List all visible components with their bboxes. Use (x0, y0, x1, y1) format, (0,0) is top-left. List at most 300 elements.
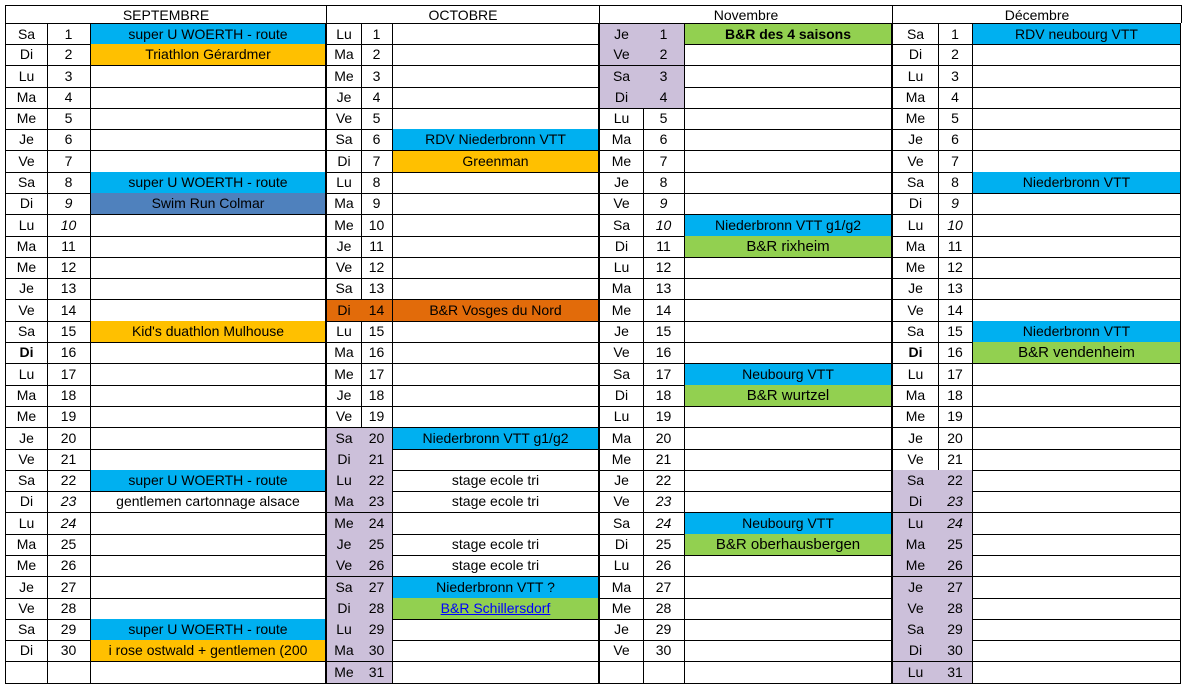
event-cell (393, 193, 599, 215)
day-name-cell: Di (326, 598, 362, 620)
day-name-cell: Ve (5, 449, 48, 471)
day-number-cell: 23 (361, 491, 393, 513)
event-cell: i rose ostwald + gentlemen (200 (91, 640, 326, 662)
day-number-cell: 5 (361, 108, 393, 130)
day-number-cell: 1 (47, 23, 91, 45)
day-number-cell: 1 (938, 23, 973, 45)
day-number-cell: 25 (938, 534, 973, 556)
event-cell (685, 151, 892, 173)
day-name-cell: Sa (892, 172, 939, 194)
day-number-cell: 20 (938, 428, 973, 450)
day-name-cell: Me (599, 151, 644, 173)
day-name-cell: Je (892, 129, 939, 151)
day-name-cell: Me (326, 66, 362, 88)
day-number-cell: 7 (938, 151, 973, 173)
day-name-cell: Je (326, 236, 362, 258)
day-number-cell: 10 (938, 215, 973, 237)
day-name-cell: Lu (892, 215, 939, 237)
event-cell (973, 470, 1181, 492)
day-number-cell: 21 (643, 449, 685, 471)
day-name-cell: Je (892, 577, 939, 599)
day-number-cell: 18 (938, 385, 973, 407)
event-cell (393, 321, 599, 343)
day-number-cell: 17 (643, 364, 685, 386)
day-name-cell: Sa (599, 513, 644, 535)
event-cell: stage ecole tri (393, 491, 599, 513)
day-number-cell: 30 (938, 640, 973, 662)
event-cell: B&R des 4 saisons (685, 23, 892, 45)
day-name-cell: Ve (5, 598, 48, 620)
day-number-cell: 11 (938, 236, 973, 258)
event-cell (685, 640, 892, 662)
day-name-cell: Sa (326, 129, 362, 151)
day-number-cell: 30 (47, 640, 91, 662)
day-name-cell: Sa (892, 321, 939, 343)
event-cell (393, 108, 599, 130)
event-cell: Kid's duathlon Mulhouse (91, 321, 326, 343)
event-cell (393, 513, 599, 535)
day-number-cell: 19 (361, 406, 393, 428)
day-name-cell: Je (5, 428, 48, 450)
event-cell: B&R rixheim (685, 236, 892, 258)
day-number-cell: 22 (643, 470, 685, 492)
day-number-cell: 28 (361, 598, 393, 620)
day-number-cell: 17 (47, 364, 91, 386)
event-cell (393, 449, 599, 471)
day-number-cell: 25 (643, 534, 685, 556)
day-number-cell: 21 (938, 449, 973, 471)
day-name-cell: Sa (599, 66, 644, 88)
day-name-cell: Ve (599, 193, 644, 215)
event-cell (685, 321, 892, 343)
day-number-cell: 17 (938, 364, 973, 386)
event-cell (91, 342, 326, 364)
day-number-cell: 29 (361, 619, 393, 641)
day-name-cell: Lu (5, 66, 48, 88)
day-number-cell: 27 (938, 577, 973, 599)
event-cell (91, 236, 326, 258)
day-name-cell: Je (5, 278, 48, 300)
day-name-cell: Je (599, 172, 644, 194)
day-number-cell (643, 662, 685, 684)
day-number-cell: 9 (47, 193, 91, 215)
day-name-cell: Me (892, 406, 939, 428)
event-cell (393, 172, 599, 194)
day-number-cell: 14 (643, 300, 685, 322)
day-name-cell: Ve (892, 449, 939, 471)
day-number-cell: 2 (361, 44, 393, 66)
day-name-cell: Ve (326, 108, 362, 130)
event-cell (393, 342, 599, 364)
event-cell: Niederbronn VTT g1/g2 (685, 215, 892, 237)
day-number-cell: 6 (643, 129, 685, 151)
event-cell (393, 619, 599, 641)
event-cell (91, 257, 326, 279)
event-cell (973, 385, 1181, 407)
event-cell (685, 406, 892, 428)
day-name-cell: Ma (892, 385, 939, 407)
day-name-cell: Je (5, 577, 48, 599)
event-cell: Niederbronn VTT (973, 172, 1181, 194)
event-cell (973, 555, 1181, 577)
day-name-cell: Je (599, 321, 644, 343)
day-number-cell: 24 (643, 513, 685, 535)
event-cell (685, 428, 892, 450)
event-cell (91, 108, 326, 130)
event-cell: B&R oberhausbergen (685, 534, 892, 556)
day-name-cell: Ma (326, 491, 362, 513)
event-cell (91, 534, 326, 556)
day-number-cell: 8 (938, 172, 973, 194)
day-name-cell: Lu (892, 513, 939, 535)
day-number-cell: 18 (643, 385, 685, 407)
day-name-cell: Sa (5, 470, 48, 492)
day-number-cell: 26 (643, 555, 685, 577)
day-name-cell: Lu (892, 66, 939, 88)
event-cell (973, 364, 1181, 386)
day-number-cell: 19 (938, 406, 973, 428)
day-number-cell: 20 (643, 428, 685, 450)
event-cell (393, 385, 599, 407)
day-name-cell: Me (5, 406, 48, 428)
day-name-cell: Me (892, 108, 939, 130)
event-cell (973, 428, 1181, 450)
day-number-cell: 18 (47, 385, 91, 407)
day-name-cell: Me (599, 598, 644, 620)
day-name-cell: Me (326, 662, 362, 684)
event-cell (91, 555, 326, 577)
day-number-cell: 23 (643, 491, 685, 513)
day-name-cell: Sa (892, 470, 939, 492)
day-number-cell: 28 (938, 598, 973, 620)
event-cell (685, 108, 892, 130)
month-header-0: SEPTEMBRE (5, 5, 327, 23)
day-number-cell: 27 (643, 577, 685, 599)
day-number-cell: 24 (47, 513, 91, 535)
month-header-3: Décembre (892, 5, 1182, 23)
day-number-cell: 14 (938, 300, 973, 322)
event-cell: B&R vendenheim (973, 342, 1181, 364)
event-cell (973, 66, 1181, 88)
day-name-cell: Di (5, 44, 48, 66)
event-cell: super U WOERTH - route (91, 619, 326, 641)
day-number-cell: 1 (643, 23, 685, 45)
day-number-cell: 3 (361, 66, 393, 88)
day-name-cell: Me (5, 108, 48, 130)
event-cell (685, 342, 892, 364)
event-cell (393, 364, 599, 386)
day-name-cell: Ve (599, 640, 644, 662)
day-number-cell: 15 (361, 321, 393, 343)
event-cell (393, 406, 599, 428)
day-number-cell: 26 (361, 555, 393, 577)
day-name-cell: Ma (5, 236, 48, 258)
event-cell (685, 193, 892, 215)
event-cell (685, 598, 892, 620)
day-name-cell: Me (326, 513, 362, 535)
day-name-cell: Ma (599, 428, 644, 450)
day-number-cell: 15 (47, 321, 91, 343)
day-number-cell: 4 (938, 87, 973, 109)
event-cell (685, 555, 892, 577)
day-number-cell: 10 (47, 215, 91, 237)
day-name-cell: Lu (599, 257, 644, 279)
event-cell: Neubourg VTT (685, 364, 892, 386)
event-cell: super U WOERTH - route (91, 470, 326, 492)
day-number-cell: 31 (361, 662, 393, 684)
event-cell (91, 151, 326, 173)
event-cell (393, 257, 599, 279)
event-cell (91, 513, 326, 535)
day-name-cell: Ma (5, 385, 48, 407)
event-cell (685, 470, 892, 492)
day-number-cell: 27 (361, 577, 393, 599)
day-name-cell: Lu (326, 172, 362, 194)
day-number-cell: 24 (938, 513, 973, 535)
event-cell (973, 215, 1181, 237)
event-cell: Niederbronn VTT ? (393, 577, 599, 599)
event-cell (91, 129, 326, 151)
day-number-cell: 13 (47, 278, 91, 300)
event-cell: B&R wurtzel (685, 385, 892, 407)
day-number-cell: 29 (938, 619, 973, 641)
day-name-cell: Ma (5, 534, 48, 556)
day-number-cell: 6 (47, 129, 91, 151)
day-number-cell: 27 (47, 577, 91, 599)
day-name-cell: Ma (892, 87, 939, 109)
event-cell: super U WOERTH - route (91, 23, 326, 45)
day-name-cell: Je (326, 87, 362, 109)
event-cell (973, 151, 1181, 173)
event-cell (685, 172, 892, 194)
event-cell (973, 598, 1181, 620)
day-name-cell: Lu (326, 470, 362, 492)
event-cell (685, 619, 892, 641)
event-cell (91, 662, 326, 684)
event-cell (91, 66, 326, 88)
day-name-cell: Je (892, 428, 939, 450)
event-cell: Triathlon Gérardmer (91, 44, 326, 66)
event-cell: RDV Niederbronn VTT (393, 129, 599, 151)
event-cell (973, 236, 1181, 258)
day-name-cell: Lu (5, 513, 48, 535)
day-name-cell: Lu (326, 619, 362, 641)
day-name-cell: Ma (599, 278, 644, 300)
event-cell (685, 577, 892, 599)
day-number-cell: 2 (938, 44, 973, 66)
day-number-cell: 3 (938, 66, 973, 88)
event-cell (973, 449, 1181, 471)
event-cell (973, 662, 1181, 684)
event-cell (973, 87, 1181, 109)
event-cell (91, 449, 326, 471)
event-cell (393, 278, 599, 300)
event-cell: stage ecole tri (393, 534, 599, 556)
day-name-cell: Ma (326, 342, 362, 364)
day-number-cell: 20 (361, 428, 393, 450)
day-name-cell: Sa (5, 172, 48, 194)
day-name-cell: Ma (5, 87, 48, 109)
event-cell (685, 66, 892, 88)
day-name-cell: Lu (892, 364, 939, 386)
day-name-cell: Ve (892, 151, 939, 173)
day-name-cell: Sa (5, 321, 48, 343)
day-number-cell: 21 (361, 449, 393, 471)
event-cell: Neubourg VTT (685, 513, 892, 535)
day-name-cell (5, 662, 48, 684)
day-name-cell: Me (5, 555, 48, 577)
day-name-cell: Sa (326, 577, 362, 599)
day-number-cell: 23 (938, 491, 973, 513)
day-name-cell: Sa (599, 215, 644, 237)
event-cell (393, 236, 599, 258)
day-number-cell: 7 (47, 151, 91, 173)
day-name-cell: Di (326, 300, 362, 322)
event-cell (91, 87, 326, 109)
event-cell: gentlemen cartonnage alsace (91, 491, 326, 513)
day-name-cell (599, 662, 644, 684)
day-name-cell: Ma (326, 193, 362, 215)
event-cell: RDV neubourg VTT (973, 23, 1181, 45)
event-cell (91, 428, 326, 450)
day-number-cell: 22 (938, 470, 973, 492)
day-name-cell: Di (5, 342, 48, 364)
day-name-cell: Di (892, 342, 939, 364)
day-name-cell: Sa (892, 619, 939, 641)
day-name-cell: Je (326, 534, 362, 556)
event-cell[interactable]: B&R Schillersdorf (393, 598, 599, 620)
day-name-cell: Lu (5, 364, 48, 386)
day-name-cell: Lu (5, 215, 48, 237)
event-cell (91, 278, 326, 300)
day-number-cell: 21 (47, 449, 91, 471)
day-name-cell: Je (599, 23, 644, 45)
day-number-cell: 25 (47, 534, 91, 556)
event-cell (91, 406, 326, 428)
day-name-cell: Sa (326, 428, 362, 450)
day-name-cell: Ve (326, 257, 362, 279)
event-cell: Greenman (393, 151, 599, 173)
day-number-cell: 5 (938, 108, 973, 130)
day-name-cell: Lu (326, 23, 362, 45)
day-name-cell: Di (326, 449, 362, 471)
event-cell (973, 44, 1181, 66)
day-number-cell: 16 (47, 342, 91, 364)
day-number-cell: 26 (938, 555, 973, 577)
day-name-cell: Ma (599, 577, 644, 599)
day-name-cell: Ma (326, 44, 362, 66)
event-cell (393, 44, 599, 66)
event-cell: stage ecole tri (393, 470, 599, 492)
event-cell (973, 108, 1181, 130)
day-name-cell: Di (599, 236, 644, 258)
day-name-cell: Ve (326, 406, 362, 428)
event-cell (393, 640, 599, 662)
event-cell (685, 87, 892, 109)
day-number-cell: 6 (938, 129, 973, 151)
day-number-cell: 3 (47, 66, 91, 88)
day-number-cell: 30 (361, 640, 393, 662)
day-number-cell: 8 (643, 172, 685, 194)
day-name-cell: Je (326, 385, 362, 407)
event-cell (685, 491, 892, 513)
day-number-cell: 3 (643, 66, 685, 88)
day-number-cell: 11 (643, 236, 685, 258)
day-number-cell: 23 (47, 491, 91, 513)
day-number-cell: 6 (361, 129, 393, 151)
event-cell (685, 300, 892, 322)
day-number-cell: 2 (643, 44, 685, 66)
day-number-cell: 5 (47, 108, 91, 130)
event-cell (91, 215, 326, 237)
day-number-cell: 13 (361, 278, 393, 300)
day-name-cell: Ve (599, 491, 644, 513)
day-number-cell: 18 (361, 385, 393, 407)
day-number-cell: 30 (643, 640, 685, 662)
day-name-cell: Me (892, 555, 939, 577)
day-name-cell: Di (599, 385, 644, 407)
event-cell (685, 44, 892, 66)
event-cell (685, 449, 892, 471)
day-name-cell: Lu (599, 406, 644, 428)
day-name-cell: Di (5, 640, 48, 662)
event-cell (91, 598, 326, 620)
day-number-cell: 2 (47, 44, 91, 66)
event-cell (393, 87, 599, 109)
day-name-cell: Lu (892, 662, 939, 684)
day-number-cell: 31 (938, 662, 973, 684)
day-name-cell: Me (326, 215, 362, 237)
month-header-2: Novembre (599, 5, 893, 23)
day-number-cell: 7 (361, 151, 393, 173)
day-name-cell: Ma (326, 640, 362, 662)
day-number-cell: 10 (643, 215, 685, 237)
day-number-cell: 12 (361, 257, 393, 279)
event-cell (685, 129, 892, 151)
day-number-cell: 19 (643, 406, 685, 428)
day-name-cell: Sa (5, 619, 48, 641)
day-number-cell: 24 (361, 513, 393, 535)
month-header-1: OCTOBRE (326, 5, 600, 23)
day-name-cell: Ve (892, 598, 939, 620)
day-number-cell: 28 (643, 598, 685, 620)
day-name-cell: Di (599, 534, 644, 556)
event-cell (973, 513, 1181, 535)
day-name-cell: Sa (892, 23, 939, 45)
day-name-cell: Sa (599, 364, 644, 386)
event-cell (973, 129, 1181, 151)
event-cell: Niederbronn VTT g1/g2 (393, 428, 599, 450)
day-name-cell: Di (599, 87, 644, 109)
day-name-cell: Me (326, 364, 362, 386)
day-name-cell: Je (599, 619, 644, 641)
day-name-cell: Di (5, 491, 48, 513)
day-name-cell: Je (599, 470, 644, 492)
day-number-cell: 20 (47, 428, 91, 450)
day-name-cell: Ve (599, 342, 644, 364)
day-name-cell: Je (5, 129, 48, 151)
day-name-cell: Me (599, 300, 644, 322)
day-name-cell: Di (892, 193, 939, 215)
day-name-cell: Ve (892, 300, 939, 322)
day-name-cell: Di (892, 44, 939, 66)
day-number-cell: 14 (47, 300, 91, 322)
day-number-cell: 15 (643, 321, 685, 343)
day-name-cell: Di (892, 640, 939, 662)
event-cell (973, 619, 1181, 641)
event-cell (393, 662, 599, 684)
event-cell (685, 278, 892, 300)
